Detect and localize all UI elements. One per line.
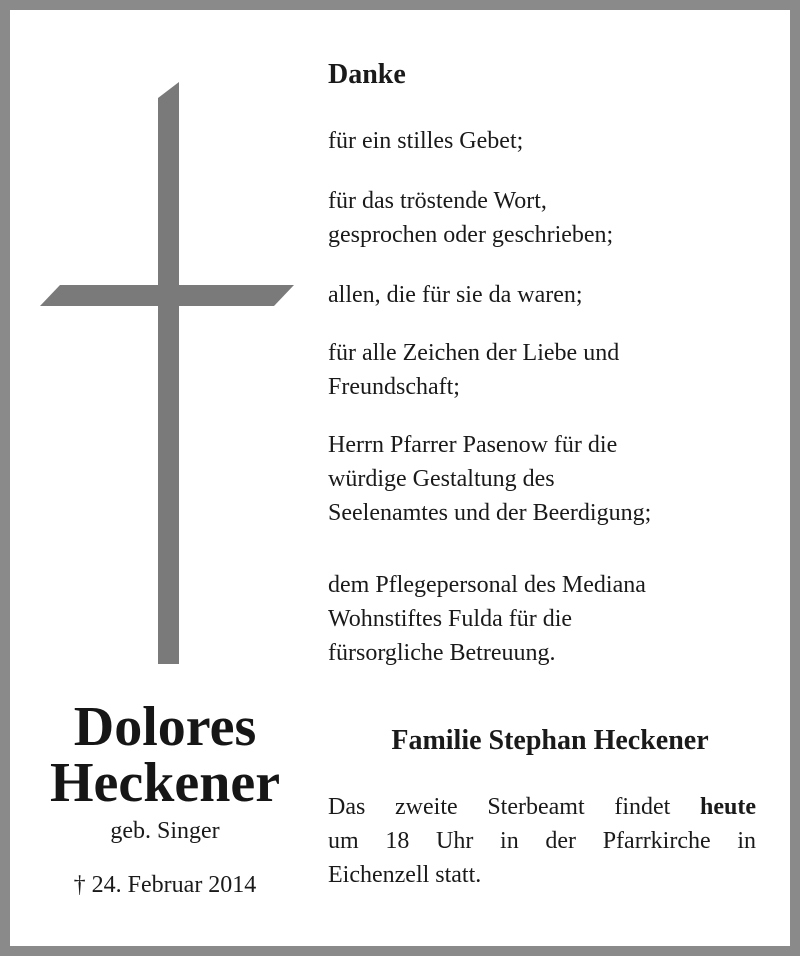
notice-line-1 bbox=[328, 790, 756, 824]
thanks-item-pastor bbox=[328, 428, 768, 530]
thanks-item-word bbox=[328, 184, 768, 252]
thanks-item-presence bbox=[328, 278, 768, 312]
notice-line-3: Eichenzell statt. bbox=[328, 862, 482, 888]
thanks-line: Seelenamtes und der Beerdigung; bbox=[328, 500, 652, 526]
family-signature: Familie Stephan Heckener bbox=[391, 725, 709, 756]
notice-emphasis: heute bbox=[700, 794, 757, 820]
thanks-item-signs bbox=[328, 336, 768, 404]
thanks-line: Herrn Pfarrer Pasenow für die bbox=[328, 432, 618, 458]
notice-line-1-text: Das zweite Sterbeamt findet bbox=[328, 794, 671, 820]
thanks-item-caregivers bbox=[328, 568, 768, 670]
cross-horizontal-beam bbox=[40, 285, 294, 306]
thanks-line: für ein stilles Gebet; bbox=[328, 128, 524, 154]
thanks-line: würdige Gestaltung des bbox=[328, 466, 555, 492]
thanks-line: für das tröstende Wort, bbox=[328, 188, 547, 214]
thanks-line: allen, die für sie da waren; bbox=[328, 282, 583, 308]
deceased-first-name: Dolores bbox=[73, 696, 257, 758]
maiden-name: geb. Singer bbox=[110, 818, 220, 844]
thanks-line: gesprochen oder geschrieben; bbox=[328, 222, 614, 248]
cross-icon bbox=[40, 80, 296, 666]
memorial-service-notice bbox=[328, 790, 756, 892]
death-date: † 24. Februar 2014 bbox=[73, 872, 257, 898]
thanks-line: fürsorgliche Betreuung. bbox=[328, 640, 556, 666]
thanks-line: dem Pflegepersonal des Mediana bbox=[328, 572, 646, 598]
thanks-heading: Danke bbox=[328, 59, 406, 90]
deceased-last-name: Heckener bbox=[49, 752, 281, 814]
thanks-item-prayer bbox=[328, 124, 768, 158]
notice-line-2: um 18 Uhr in der Pfarrkirche in bbox=[328, 828, 756, 854]
thanks-line: für alle Zeichen der Liebe und bbox=[328, 340, 620, 366]
thanks-line: Wohnstiftes Fulda für die bbox=[328, 606, 573, 632]
thanks-line: Freundschaft; bbox=[328, 374, 460, 400]
cross-vertical-beam bbox=[158, 82, 179, 664]
